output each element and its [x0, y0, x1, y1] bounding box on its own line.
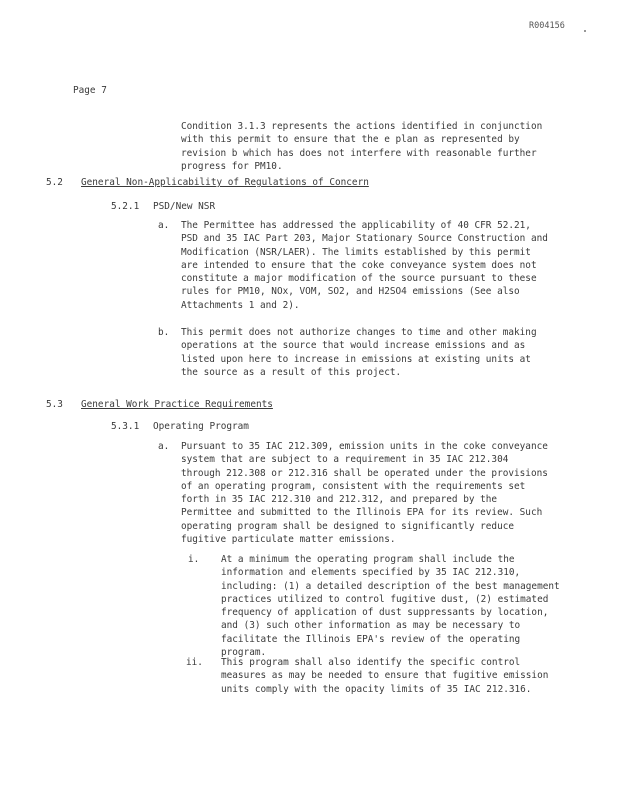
intro-paragraph: Condition 3.1.3 represents the actions identified in conjunction with this permit to ensure that the e plan as represented by revision b which has does not interfere with reasonable further progress for PM10.	[181, 121, 543, 172]
subitem-i-marker: i.	[188, 554, 200, 565]
subitem-i-text: At a minimum the operating program shall include the information and elements specified by 35 IAC 212.310, including: (1) a detailed description of the best management practices utilized to control fugitive dust, (2) estimated frequency of application of dust suppressants by location, and (3) such other information as may be necessary to facilitate the Illinois EPA's review of the operating program.	[221, 554, 560, 659]
psd-item-a-text: The Permittee has addressed the applicability of 40 CFR 52.21, PSD and 35 IAC Part 203, Major Stationary Source Construction and Modification (NSR/LAER). The limits established by this permit are intended to ensure that the coke conveyance system does not constitute a major modification of the source pursuant to these rules for PM10, NOx, VOM, SO2, and H2SO4 emissions (See also Attachments 1 and 2).	[181, 220, 548, 311]
scan-speck	[584, 30, 586, 32]
subitem-ii-marker: ii.	[186, 657, 203, 668]
section-5-3-title: General Work Practice Requirements	[81, 399, 273, 410]
operating-program-text: Pursuant to 35 IAC 212.309, emission units in the coke conveyance system that are subject to a requirement in 35 IAC 212.304 through 212.308 or 212.316 shall be operated under the provisions of an operating program, consistent with the requirements set forth in 35 IAC 212.310 and 212.312, and prepared by the Permittee and submitted to the Illinois EPA for its review. Such operating program shall be designed to significantly reduce fugitive particulate matter emissions.	[181, 441, 548, 546]
item-b-marker: b.	[158, 327, 170, 338]
subsection-5-2-1-number: 5.2.1	[111, 201, 140, 212]
subsection-5-3-1-title: Operating Program	[153, 421, 249, 432]
page-number: Page 7	[73, 85, 107, 96]
subsection-5-2-1-title: PSD/New NSR	[153, 201, 216, 212]
section-5-2-title: General Non-Applicability of Regulations of Concern	[81, 177, 369, 188]
psd-item-b-text: This permit does not authorize changes to time and other making operations at the source that would increase emissions and as listed upon here to increase in emissions at existing units at the source as a result of this project.	[181, 327, 537, 378]
document-id: R004156	[529, 21, 565, 31]
subsection-5-3-1-number: 5.3.1	[111, 421, 140, 432]
item-a-marker: a.	[158, 441, 170, 452]
section-5-3-number: 5.3	[46, 399, 63, 410]
subitem-ii-text: This program shall also identify the specific control measures as may be needed to ensure that fugitive emission units comply with the opacity limits of 35 IAC 212.316.	[221, 657, 549, 695]
item-a-marker: a.	[158, 220, 170, 231]
section-5-2-number: 5.2	[46, 177, 63, 188]
